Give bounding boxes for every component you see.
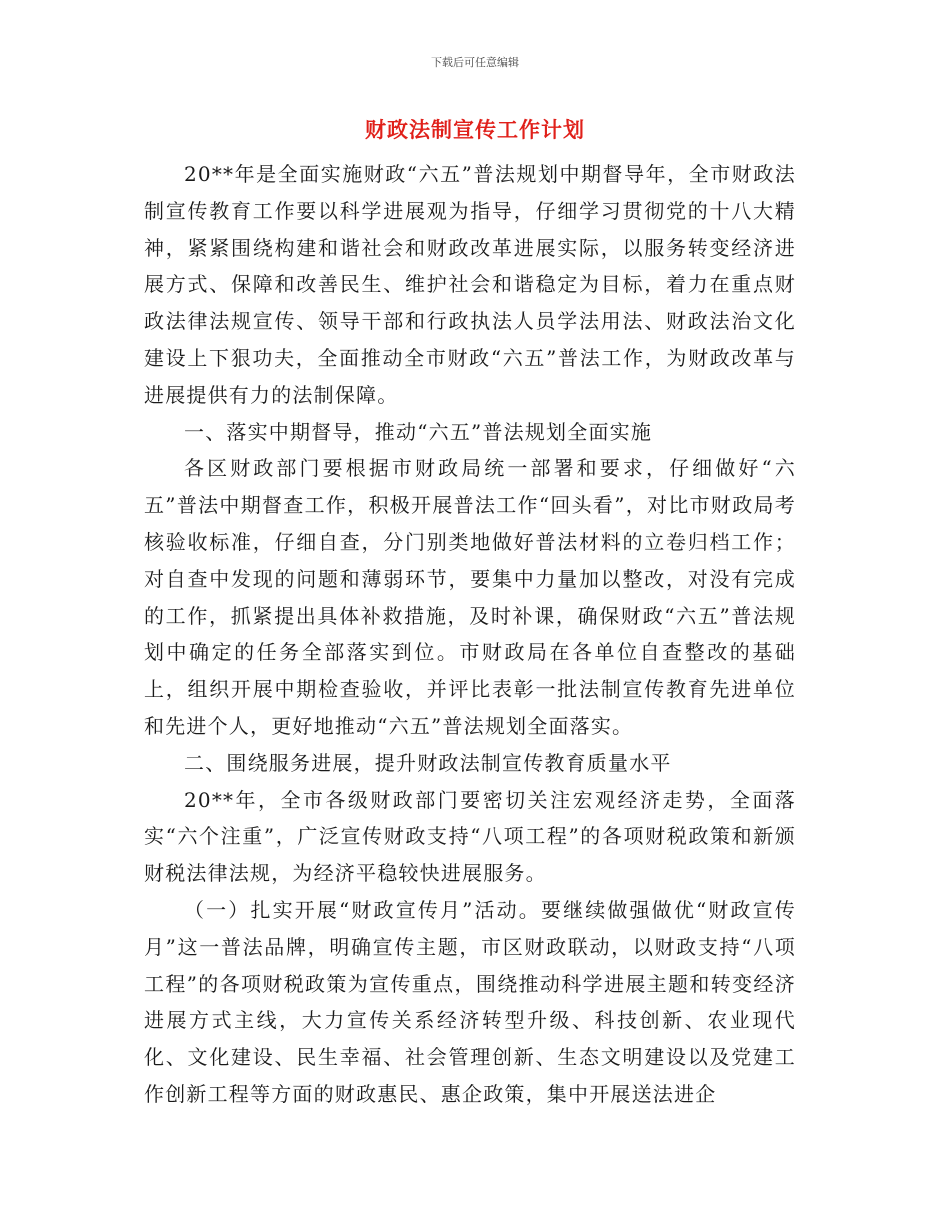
section-2-paragraph: 20**年，全市各级财政部门要密切关注宏观经济走势，全面落实“六个注重”，广泛宣传财政支持“八项工程”的各项财税政策和新颁财税法律法规，为经济平稳较快进展服务。	[144, 787, 796, 886]
section-1-paragraph: 各区财政部门要根据市财政局统一部署和要求，仔细做好“六五”普法中期督查工作，积极开展普法工作“回头看”，对比市财政局考核验收标准，仔细自查，分门别类地做好普法材料的立卷归档工作；对自查中发现的问题和薄弱环节，要集中力量加以整改，对没有完成的工作，抓紧提出具体补救措施，及时补课，确保财政“六五”普法规划中确定的任务全部落实到位。市财政局在各单位自查整改的基础上，组织开展中期检查验收，并评比表彰一批法制宣传教育先进单位和先进个人，更好地推动“六五”普法规划全面落实。	[144, 456, 796, 738]
intro-paragraph: 20**年是全面实施财政“六五”普法规划中期督导年，全市财政法制宣传教育工作要以科学进展观为指导，仔细学习贯彻党的十八大精神，紧紧围绕构建和谐社会和财政改革进展实际，以服务转变经济进展方式、保障和改善民生、维护社会和谐稳定为目标，着力在重点财政法律法规宣传、领导干部和行政执法人员学法用法、财政法治文化建设上下狠功夫，全面推动全市财政“六五”普法工作，为财政改革与进展提供有力的法制保障。	[144, 162, 796, 407]
document-body	[144, 156, 796, 1113]
subsection-1-paragraph: （一）扎实开展“财政宣传月”活动。要继续做强做优“财政宣传月”这一普法品牌，明确宣传主题，市区财政联动，以财政支持“八项工程”的各项财税政策为宣传重点，围绕推动科学进展主题和转变经济进展方式主线，大力宣传关系经济转型升级、科技创新、农业现代化、文化建设、民生幸福、社会管理创新、生态文明建设以及党建工作创新工程等方面的财政惠民、惠企政策，集中开展送法进企	[144, 897, 796, 1106]
header-note: 下载后可任意编辑	[431, 56, 519, 69]
section-heading-2: 二、围绕服务进展，提升财政法制宣传教育质量水平	[184, 750, 672, 775]
section-heading-1: 一、落实中期督导，推动“六五”普法规划全面实施	[184, 419, 653, 444]
document-title: 财政法制宣传工作计划	[365, 117, 585, 142]
